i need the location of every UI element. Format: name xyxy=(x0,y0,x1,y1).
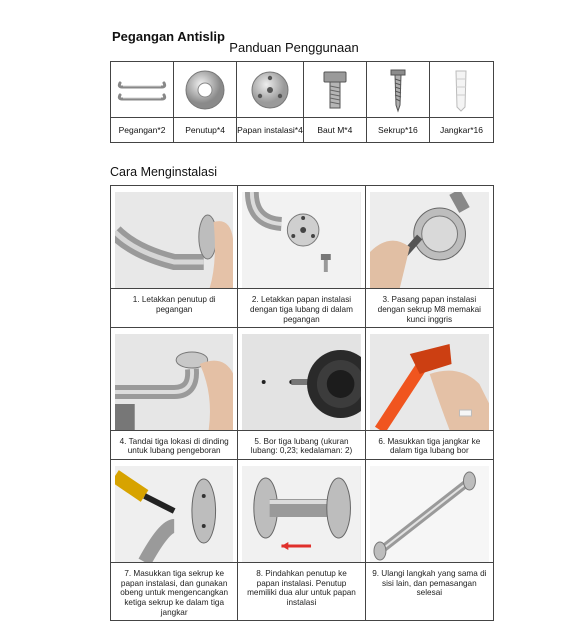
step-card xyxy=(111,328,238,460)
step-card xyxy=(111,186,238,328)
page-subtitle: Panduan Penggunaan xyxy=(229,40,359,55)
part-label: Penutup*4 xyxy=(174,118,237,142)
bolt-icon xyxy=(304,62,367,118)
install-steps-grid xyxy=(110,185,494,621)
grab-bar-icon xyxy=(111,62,174,118)
step-card xyxy=(366,328,493,460)
step-card xyxy=(238,328,365,460)
parts-table xyxy=(110,61,494,143)
step-card xyxy=(111,460,238,620)
step-photo xyxy=(242,192,360,288)
part-label: Papan instalasi*4 xyxy=(237,118,304,142)
part-label: Pegangan*2 xyxy=(111,118,174,142)
step-caption: 6. Masukkan tiga jangkar ke dalam tiga lubang bor xyxy=(366,430,493,459)
step-card xyxy=(238,186,365,328)
step-caption: 7. Masukkan tiga sekrup ke papan instalasi, dan gunakan obeng untuk mengencangkan ketiga sekrup ke dalam tiga jangkar xyxy=(111,562,237,620)
section-heading: Cara Menginstalasi xyxy=(110,165,217,179)
step-card xyxy=(238,460,365,620)
step-photo xyxy=(242,466,360,562)
step-caption: 1. Letakkan penutup di pegangan xyxy=(111,288,237,327)
part-label: Sekrup*16 xyxy=(367,118,430,142)
step-card xyxy=(366,186,493,328)
step-photo xyxy=(242,334,360,430)
page-title: Pegangan Antislip xyxy=(112,29,225,44)
step-photo xyxy=(115,334,233,430)
step-photo xyxy=(370,334,489,430)
step-caption: 8. Pindahkan penutup ke papan instalasi. Penutup memiliki dua alur untuk papan instalasi xyxy=(238,562,364,620)
step-caption: 4. Tandai tiga lokasi di dinding untuk lubang pengeboran xyxy=(111,430,237,459)
part-label: Baut M*4 xyxy=(304,118,367,142)
mounting-plate-icon xyxy=(237,62,304,118)
screw-icon xyxy=(367,62,430,118)
step-card xyxy=(366,460,493,620)
step-caption: 3. Pasang papan instalasi dengan sekrup M8 memakai kunci inggris xyxy=(366,288,493,327)
cover-ring-icon xyxy=(174,62,237,118)
step-caption: 9. Ulangi langkah yang sama di sisi lain, dan pemasangan selesai xyxy=(366,562,493,620)
step-photo xyxy=(115,466,233,562)
step-photo xyxy=(370,192,489,288)
step-photo xyxy=(370,466,489,562)
step-photo xyxy=(115,192,233,288)
step-caption: 5. Bor tiga lubang (ukuran lubang: 0,23; kedalaman: 2) xyxy=(238,430,364,459)
part-label: Jangkar*16 xyxy=(439,125,483,135)
anchor-icon xyxy=(430,62,493,118)
step-caption: 2. Letakkan papan instalasi dengan tiga lubang di dalam pegangan xyxy=(238,288,364,327)
